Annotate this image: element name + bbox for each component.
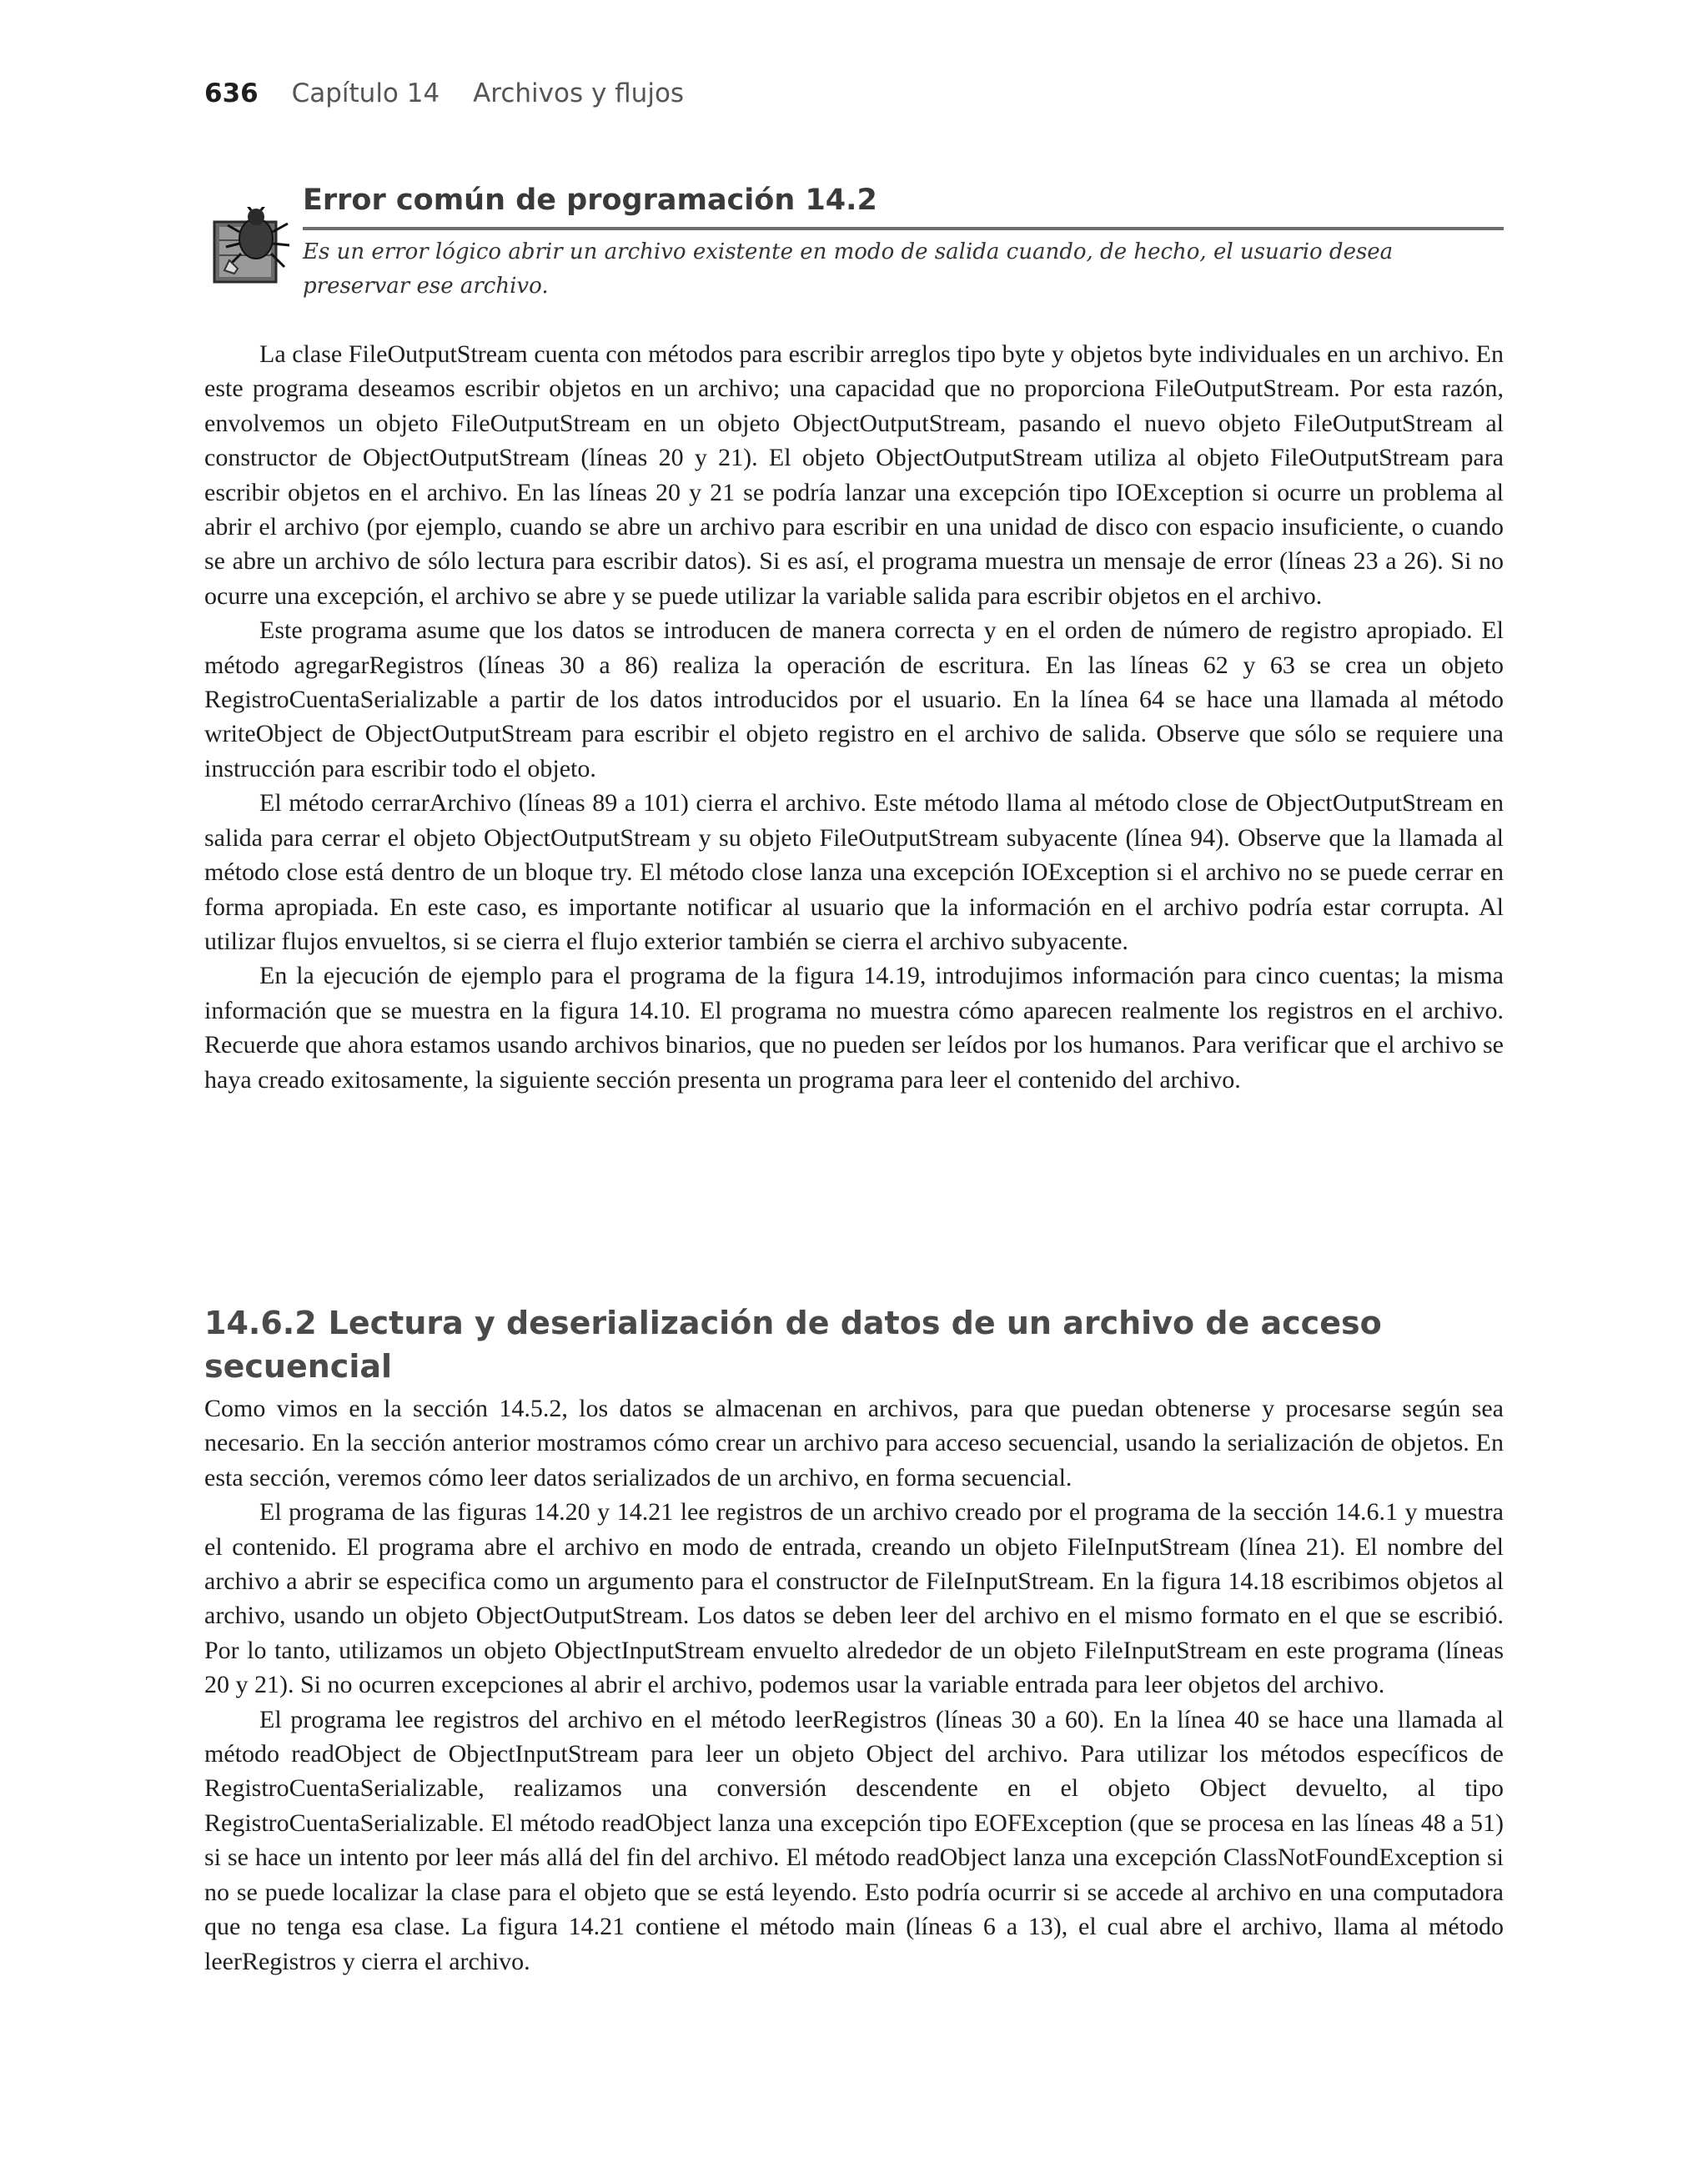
paragraph: Como vimos en la sección 14.5.2, los datos se almacenan en archivos, para que puedan obtenerse y procesarse según sea necesario. En la sección anterior mostramos cómo crear un archivo para acceso secuencial, usando la serialización de objetos. En esta sección, veremos cómo leer datos serializados de un archivo, en forma secuencial.	[204, 1395, 1504, 1491]
paragraph: El programa de las figuras 14.20 y 14.21 lee registros de un archivo creado por el programa de la sección 14.6.1 y muestra el contenido. El programa abre el archivo en modo de entrada, creando un objeto FileInputStream (línea 21). El nombre del archivo a abrir se especifica como un argumento para el constructor de FileInputStream. En la figura 14.18 escribimos objetos al archivo, usando un objeto ObjectOutputStream. Los datos se deben leer del archivo en el mismo formato en el que se escribió. Por lo tanto, utilizamos un objeto ObjectInputStream envuelto alrededor de un objeto FileInputStream en este programa (líneas 20 y 21). Si no ocurren excepciones al abrir el archivo, podemos usar la variable entrada para leer objetos del archivo.	[204, 1498, 1504, 1699]
chapter-title: Archivos y flujos	[473, 78, 685, 108]
body-text-top	[204, 337, 1504, 1097]
running-header	[204, 78, 684, 108]
paragraph: El método cerrarArchivo (líneas 89 a 101) cierra el archivo. Este método llama al método close de ObjectOutputStream en salida para cerrar el objeto ObjectOutputStream y su objeto FileOutputStream subyacente (línea 94). Observe que la llamada al método close está dentro de un bloque try. El método close lanza una excepción IOException si el archivo no se puede cerrar en forma apropiada. En este caso, es importante notificar al usuario que la información en el archivo podría estar corrupta. Al utilizar flujos envueltos, si se cierra el flujo exterior también se cierra el archivo subyacente.	[204, 789, 1504, 955]
section-title: Lectura y deserialización de datos de un archivo de acceso secuencial	[204, 1305, 1382, 1385]
callout-divider	[303, 227, 1504, 230]
paragraph: El programa lee registros del archivo en el método leerRegistros (líneas 30 a 60). En la línea 40 se hace una llamada al método readObject de ObjectInputStream para leer un objeto Object del archivo. Para utilizar los métodos específicos de RegistroCuentaSerializable, realizamos una conversión descendente en el objeto Object devuelto, al tipo RegistroCuentaSerializable. El método readObject lanza una excepción tipo EOFException (que se procesa en las líneas 48 a 51) si se hace un intento por leer más allá del fin del archivo. El método readObject lanza una excepción ClassNotFoundException si no se puede localizar la clase para el objeto que se está leyendo. Esto podría ocurrir si se accede al archivo en una computadora que no tenga esa clase. La figura 14.21 contiene el método main (líneas 6 a 13), el cual abre el archivo, llama al método leerRegistros y cierra el archivo.	[204, 1705, 1504, 1975]
page-number: 636	[204, 78, 259, 108]
section-heading	[204, 1301, 1455, 1388]
section-number: 14.6.2	[204, 1305, 317, 1341]
callout-text: Es un error lógico abrir un archivo existente en modo de salida cuando, de hecho, el usuario desea preservar ese archivo.	[303, 239, 1394, 299]
paragraph: La clase FileOutputStream cuenta con métodos para escribir arreglos tipo byte y objetos byte individuales en un archivo. En este programa deseamos escribir objetos en un archivo; una capacidad que no proporciona FileOutputStream. Por esta razón, envolvemos un objeto FileOutputStream en un objeto ObjectOutputStream, pasando el nuevo objeto FileOutputStream al constructor de ObjectOutputStream (líneas 20 y 21). El objeto ObjectOutputStream utiliza al objeto FileOutputStream para escribir objetos en el archivo. En las líneas 20 y 21 se podría lanzar una excepción tipo IOException si ocurre un problema al abrir el archivo (por ejemplo, cuando se abre un archivo para escribir en una unidad de disco con espacio insuficiente, o cuando se abre un archivo de sólo lectura para escribir datos). Si es así, el programa muestra un mensaje de error (líneas 23 a 26). Si no ocurre una excepción, el archivo se abre y se puede utilizar la variable salida para escribir objetos en el archivo.	[204, 340, 1504, 610]
body-text-bottom	[204, 1391, 1504, 1979]
bug-icon	[213, 207, 296, 285]
paragraph: Este programa asume que los datos se introducen de manera correcta y en el orden de número de registro apropiado. El método agregarRegistros (líneas 30 a 86) realiza la operación de escritura. En las líneas 62 y 63 se crea un objeto RegistroCuentaSerializable a partir de los datos introducidos por el usuario. En la línea 64 se hace una llamada al método writeObject de ObjectOutputStream para escribir el objeto registro en el archivo de salida. Observe que sólo se requiere una instrucción para escribir todo el objeto.	[204, 616, 1504, 782]
callout-title: Error común de programación 14.2	[303, 184, 877, 217]
chapter-label: Capítulo 14	[291, 78, 440, 108]
paragraph: En la ejecución de ejemplo para el programa de la figura 14.19, introdujimos información para cinco cuentas; la misma información que se muestra en la figura 14.10. El programa no muestra cómo aparecen realmente los registros en el archivo. Recuerde que ahora estamos usando archivos binarios, que no pueden ser leídos por los humanos. Para verificar que el archivo se haya creado exitosamente, la siguiente sección presenta un programa para leer el contenido del archivo.	[204, 962, 1504, 1094]
